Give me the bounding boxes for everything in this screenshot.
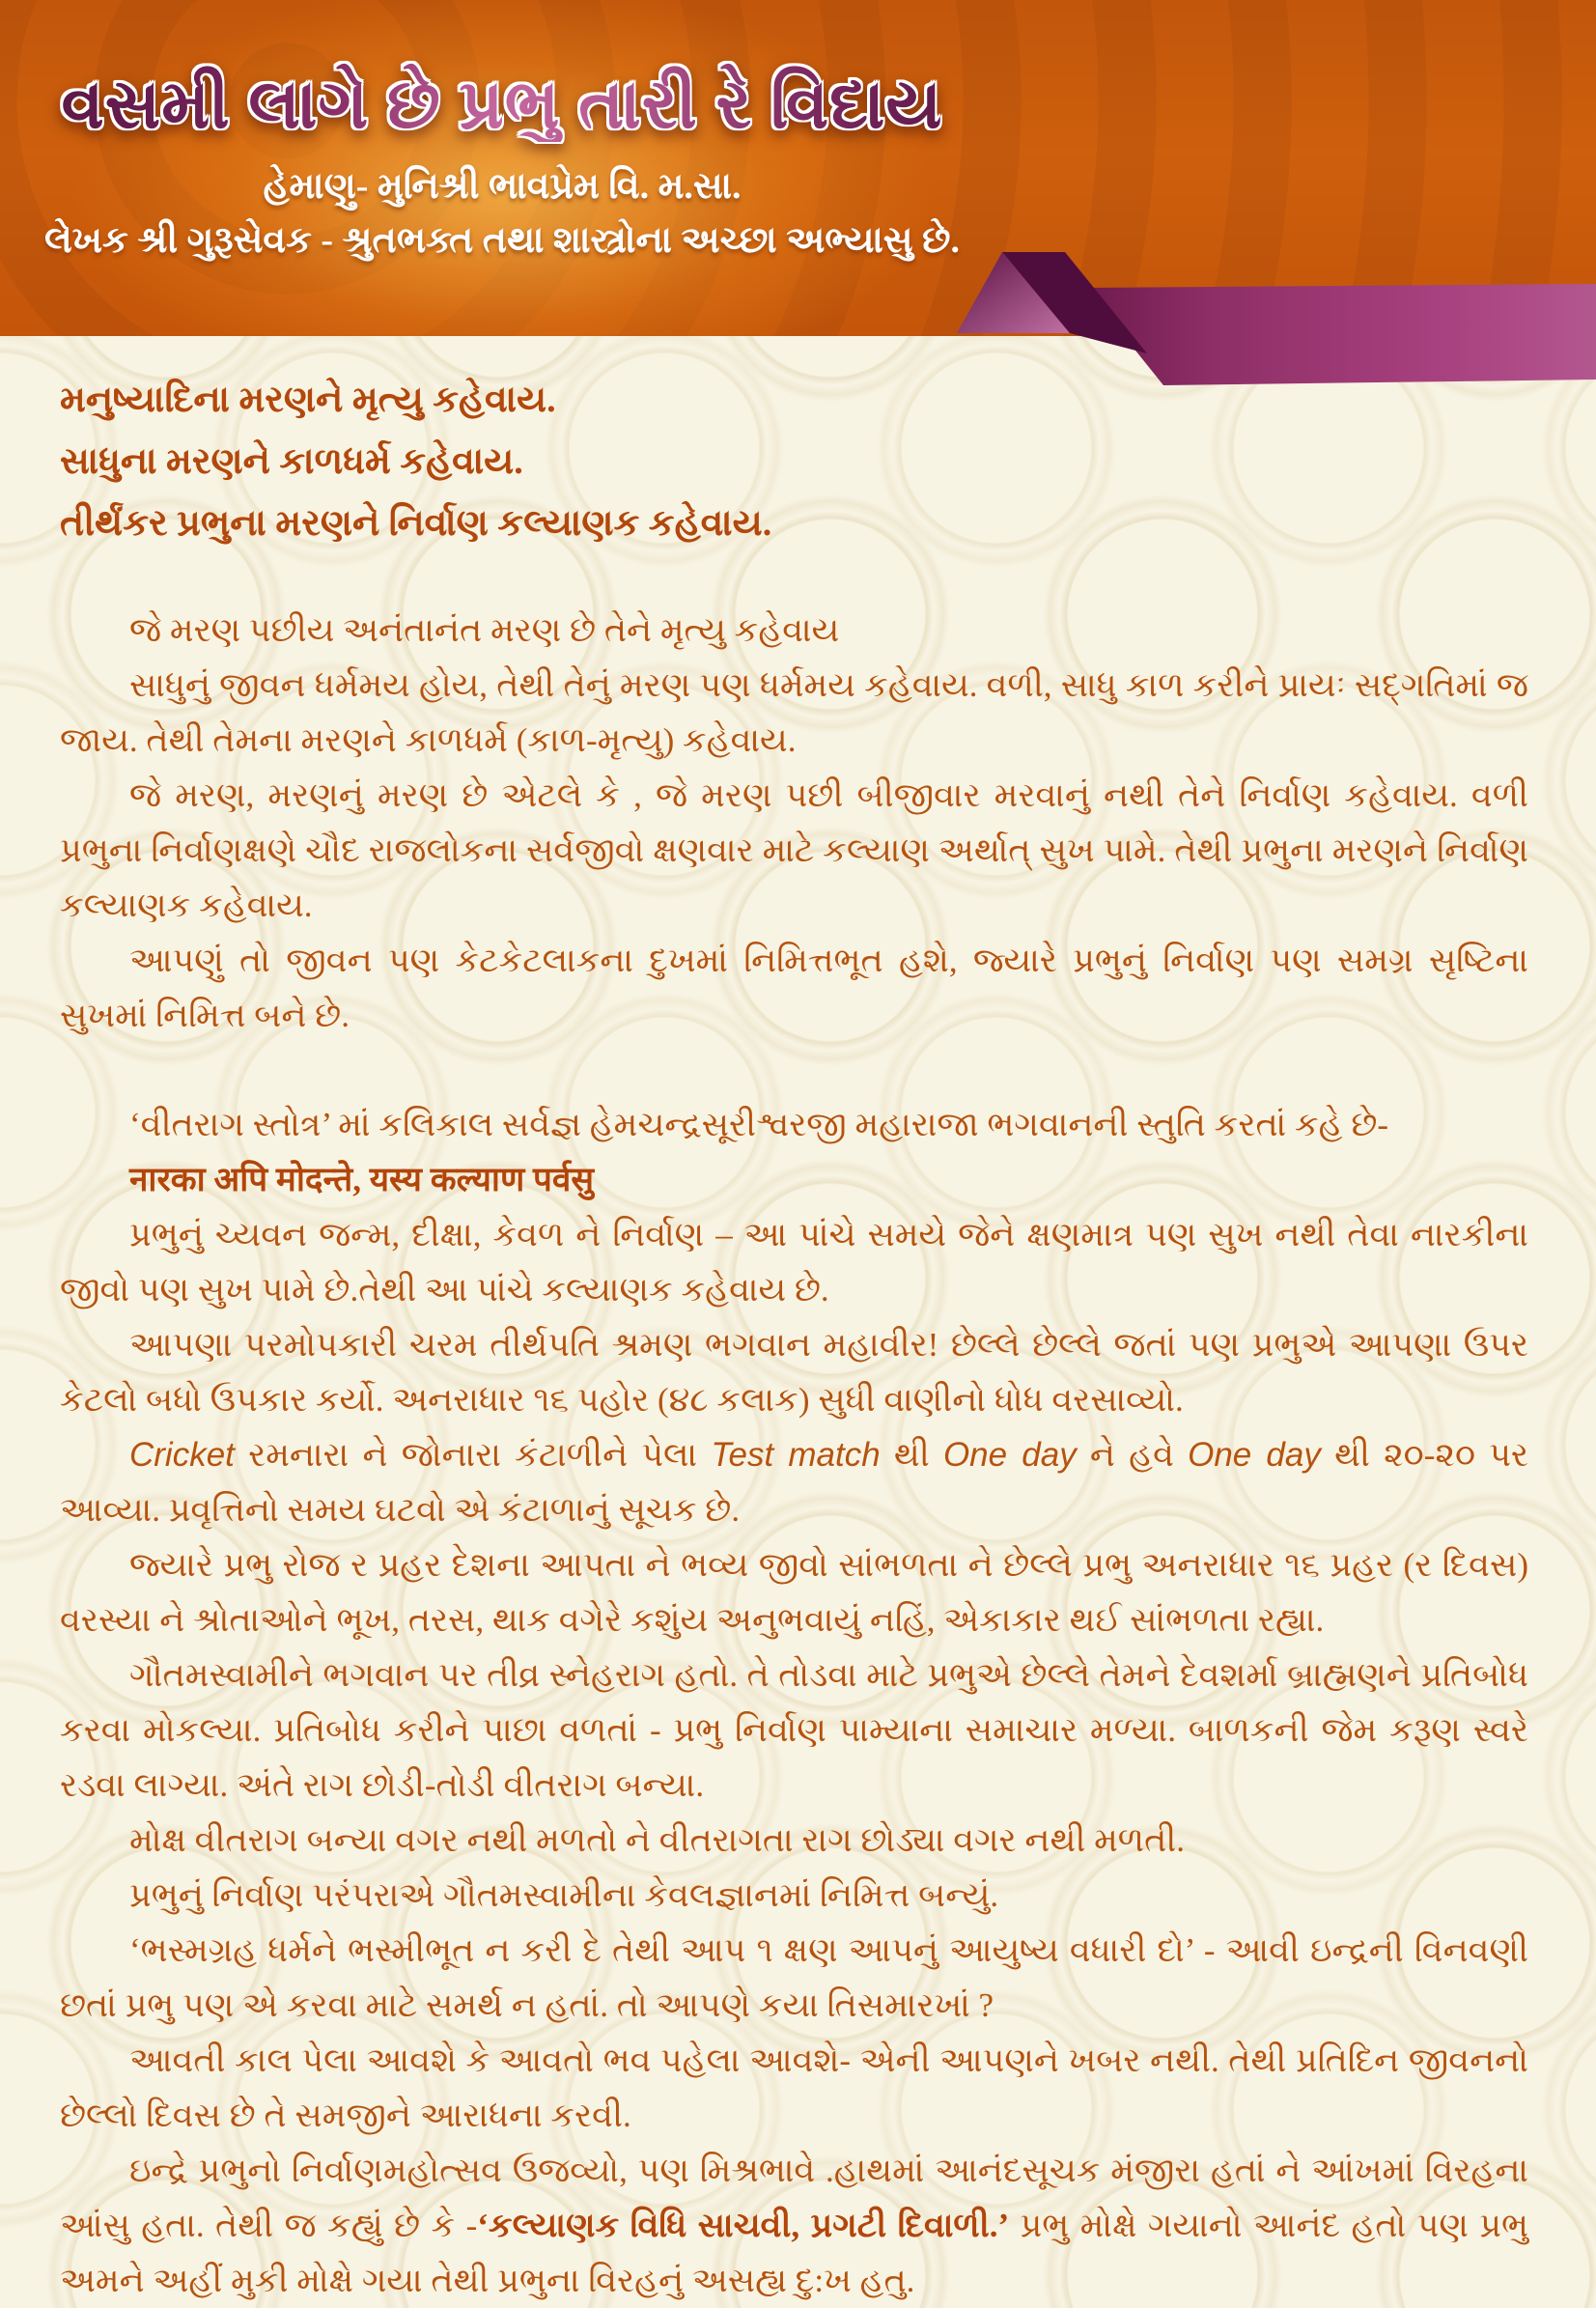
intro-line: તીર્થંકર પ્રભુના મરણને નિર્વાણ કલ્યાણક કહેવાય. (60, 503, 772, 544)
intro-lines (60, 369, 1528, 554)
article-paragraphs (60, 603, 1528, 2308)
paragraph (60, 1923, 1528, 2033)
paragraph (60, 933, 1528, 1043)
paragraph-segment: સાધુનું જીવન ધર્મમય હોય, તેથી તેનું મરણ પણ ધર્મમય કહેવાય. વળી, સાધુ કાળ કરીને પ્રાયઃ સદ્ગતિમાં જ જાય. તેથી તેમના મરણને કાળધર્મ (કાળ-મૃત્યુ) કહેવાય. (60, 666, 1528, 759)
paragraph-segment: ઇન્દ્રે પ્રભુનો નિર્વાણમહોત્સવ ઉજવ્યો, પણ મિશ્રભાવે .હાથમાં આનંદસૂચક મંજીરા હતાં ને આંખમાં વિરહના આંસુ હતા. તેથી જ કહ્યું છે કે - (60, 2152, 1528, 2244)
paragraph-segment: પ્રભુનું ચ્યવન જન્મ, દીક્ષા, કેવળ ને નિર્વાણ – આ પાંચે સમયે જેને ક્ષણમાત્ર પણ સુખ નથી તેવા નારકીના જીવો પણ સુખ પામે છે.તેથી આ પાંચે કલ્યાણક કહેવાય છે. (60, 1216, 1528, 1309)
intro-line: સાધુના મરણને કાળધર્મ કહેવાય. (60, 441, 523, 482)
paragraph-segment: ‘ભસ્મગ્રહ ધર્મને ભસ્મીભૂત ન કરી દે તેથી આપ ૧ ક્ષણ આપનું આયુષ્ય વધારી દો’ - આવી ઇન્દ્રની વિનવણી છતાં પ્રભુ પણ એ કરવા માટે સમર્થ ન હતાં. તો આપણે કયા તિસમારખાં ? (60, 1931, 1528, 2024)
author-note: લેખક શ્રી ગુરૂસેવક - શ્રુતભક્ત તથા શાસ્ત્રોના અચ્છા અભ્યાસુ છે. (44, 219, 960, 261)
header-text-block (0, 0, 1004, 336)
paragraph-segment: ‘વીતરાગ સ્તોત્ર’ માં કલિકાલ સર્વજ્ઞ હેમચન્દ્રસૂરીશ્વરજી મહારાજા ભગવાનની સ્તુતિ કરતાં કહે છે- (129, 1106, 1389, 1143)
paragraph (60, 1207, 1528, 1317)
paragraph-segment: જ્યારે પ્રભુ રોજ ર પ્રહર દેશના આપતા ને ભવ્ય જીવો સાંભળતા ને છેલ્લે પ્રભુ અનરાધાર ૧૬ પ્રહર (ર દિવસ) વરસ્યા ને શ્રોતાઓને ભૂખ, તરસ, થાક વગેરે કશુંય અનુભવાયું નહિં, એકાકાર થઈ સાંભળતા રહ્યા. (60, 1546, 1528, 1639)
paragraph (60, 1868, 1528, 1923)
paragraph-segment: જે મરણ પછીય અનંતાનંત મરણ છે તેને મૃત્યુ કહેવાય (129, 611, 840, 649)
paragraph-bold-segment: नारका अपि मोदन्ते, यस्य कल्याण पर्वसु (129, 1161, 595, 1198)
paragraph-segment: One day (1188, 1436, 1321, 1474)
intro-line: મનુષ્યાદિના મરણને મૃત્યુ કહેવાય. (60, 380, 556, 420)
paragraph (60, 1813, 1528, 1868)
paragraph-segment: ગૌતમસ્વામીને ભગવાન પર તીવ્ર સ્નેહરાગ હતો. તે તોડવા માટે પ્રભુએ છેલ્લે તેમને દેવશર્મા બ્રાહ્મણને પ્રતિબોધ કરવા મોકલ્યા. પ્રતિબોધ કરીને પાછા વળતાં - પ્રભુ નિર્વાણ પામ્યાના સમાચાર મળ્યા. બાળકની જેમ કરૂણ સ્વરે રડવા લાગ્યા. અંતે રાગ છોડી-તોડી વીતરાગ બન્યા. (60, 1656, 1528, 1804)
paragraph-segment: મોક્ષ વીતરાગ બન્યા વગર નથી મળતો ને વીતરાગતા રાગ છોડ્યા વગર નથી મળતી. (129, 1821, 1186, 1859)
paragraph (60, 768, 1528, 933)
paragraph-segment: Test match (711, 1436, 881, 1474)
paragraph-segment: ને હવે (1076, 1436, 1189, 1474)
paragraph (60, 1537, 1528, 1647)
page-title: વસમી લાગે છે પ્રભુ તારી રે વિદાય (0, 0, 1004, 142)
paragraph (60, 603, 1528, 658)
paragraph (60, 1647, 1528, 1813)
paragraph-segment: આવતી કાલ પેલા આવશે કે આવતો ભવ પહેલા આવશે- એની આપણને ખબર નથી. તેથી પ્રતિદિન જીવનનો છેલ્લો દિવસ છે તે સમજીને આરાધના કરવી. (60, 2041, 1528, 2134)
paragraph-bold-segment: ‘કલ્યાણક વિધિ સાચવી, પ્રગટી દિવાળી.’ (477, 2207, 1010, 2244)
paragraph (60, 1097, 1528, 1152)
paragraph-segment: જે મરણ, મરણનું મરણ છે એટલે કે , જે મરણ પછી બીજીવાર મરવાનું નથી તેને નિર્વાણ કહેવાય. વળી પ્રભુના નિર્વાણક્ષણે ચૌદ રાજલોકના સર્વજીવો ક્ષણવાર માટે કલ્યાણ અર્થાત્ સુખ પામે. તેથી પ્રભુના મરણને નિર્વાણ કલ્યાણક કહેવાય. (60, 776, 1528, 924)
paragraph-segment: One day (942, 1436, 1077, 1474)
paragraph-segment: આપણા પરમોપકારી ચરમ તીર્થપતિ શ્રમણ ભગવાન મહાવીર! છેલ્લે છેલ્લે જતાં પણ પ્રભુએ આપણા ઉપર કેટલો બધો ઉપકાર કર્યો. અનરાધાર ૧૬ પહોર (૪૮ કલાક) સુધી વાણીનો ધોધ વરસાવ્યો. (60, 1326, 1528, 1419)
paragraph (60, 1317, 1528, 1427)
paragraph-segment: થી (880, 1436, 943, 1474)
paragraph-segment: થી ૨૦-૨૦ પર આવ્યા. પ્રવૃત્તિનો સમય ઘટવો એ કંટાળાનું સૂચક છે. (60, 1436, 1529, 1529)
paragraph (60, 658, 1528, 768)
paragraph (60, 2143, 1528, 2308)
article-body (0, 336, 1596, 2308)
paragraph-segment: આપણું તો જીવન પણ કેટકેટલાકના દુખમાં નિમિત્તભૂત હશે, જ્યારે પ્રભુનું નિર્વાણ પણ સમગ્ર સૃષ્ટિના સુખમાં નિમિત્ત બને છે. (60, 942, 1528, 1034)
paragraph-segment: રમનારા ને જોનારા કંટાળીને પેલા (234, 1436, 712, 1474)
paragraph-segment: Cricket (129, 1436, 235, 1474)
paragraph-segment: પ્રભુ મોક્ષે ગયાનો આનંદ હતો પણ પ્રભુ અમને અહીં મુકી મોક્ષે ગયા તેથી પ્રભુના વિરહનું અસહ્ય દુ:ખ હતુ. (60, 2207, 1529, 2299)
paragraph-segment: પ્રભુનું નિર્વાણ પરંપરાએ ગૌતમસ્વામીના કેવલજ્ઞાનમાં નિમિત્ત બન્યું. (129, 1876, 999, 1914)
paragraph (60, 2033, 1528, 2143)
paragraph (60, 1427, 1528, 1537)
paragraph (60, 1152, 1528, 1207)
byline: હેમાણુ- મુનિશ્રી ભાવપ્રેમ વિ. મ.સા. (263, 165, 742, 207)
